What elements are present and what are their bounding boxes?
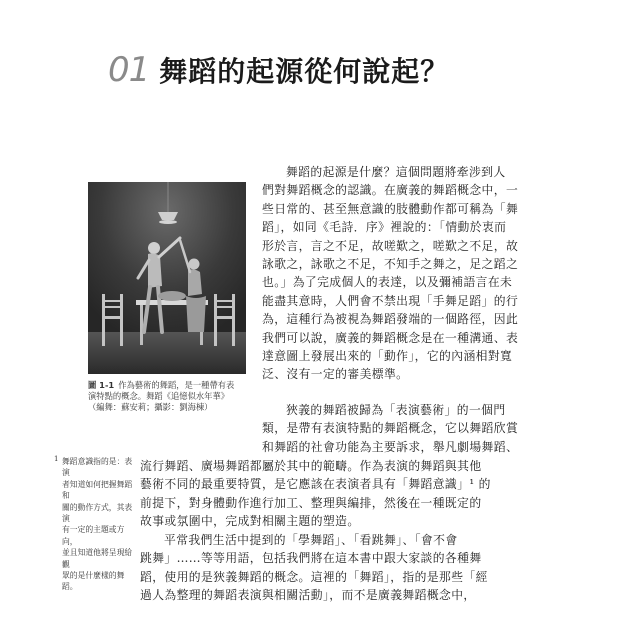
text-line: 類，是帶有表演特點的舞蹈概念，它以舞蹈欣賞 xyxy=(262,421,519,436)
text-line: 舞蹈的起源是什麼？這個問題將牽涉到人 xyxy=(286,165,506,179)
chapter-number: 01 xyxy=(108,50,150,90)
text-line: 過人為整理的舞蹈表演與相關活動」，而不是廣義舞蹈概念中， xyxy=(140,588,476,603)
caption-line: 作為藝術的舞蹈，是一種帶有表 xyxy=(118,380,235,390)
text-line: 前提下，對身體動作進行加工、整理與編排，然後在一種既定的 xyxy=(140,495,482,510)
footnote-line: 舞蹈意識指的是：表演 xyxy=(62,457,133,478)
text-line: 們對舞蹈概念的認識。在廣義的舞蹈概念中，一 xyxy=(262,183,519,198)
text-line: 狹義的舞蹈被歸為「表演藝術」的一個門 xyxy=(286,403,506,417)
text-line: 達意圖上發展出來的「動作」，它的內涵相對寬 xyxy=(262,349,513,364)
text-line: 我們可以說，廣義的舞蹈概念是在一種溝通、表 xyxy=(262,330,519,345)
text-line: 也。」為了完成個人的表達，以及彌補語言在未 xyxy=(262,275,513,290)
caption-line: 演特點的概念。舞蹈《追憶似水年華》 xyxy=(88,391,230,401)
footnote-line: 眾的是什麼樣的舞蹈。 xyxy=(62,571,125,592)
paragraph-2-full xyxy=(140,457,506,531)
figure-caption xyxy=(88,380,258,413)
text-line: 詠歌之，詠歌之不足，不知手之舞之，足之蹈之 xyxy=(262,257,519,272)
text-line: 為，這種行為被視為舞蹈發端的一個路徑，因此 xyxy=(262,312,519,327)
footnote-line: 關的動作方式，其表演 xyxy=(62,502,133,524)
footnote xyxy=(54,455,138,593)
caption-line: （編舞：蘇安莉；攝影：劉海棟） xyxy=(88,402,213,412)
text-line: 泛、沒有一定的審美標準。 xyxy=(262,367,409,382)
paragraph-3 xyxy=(140,531,506,605)
paragraph-1 xyxy=(262,163,519,384)
stage-scene-illustration xyxy=(88,182,246,374)
footnote-mark: 1 xyxy=(54,455,59,463)
text-line: 蹈，使用的是狹義舞蹈的概念。這裡的「舞蹈」，指的是那些「經 xyxy=(140,569,488,584)
dance-photo xyxy=(88,182,246,374)
chapter-heading xyxy=(108,50,449,90)
text-line: 蹈」，如同《毛詩．序》裡說的：「情動於衷而 xyxy=(262,220,507,235)
paragraph-2-right xyxy=(262,401,519,456)
chapter-title: 舞蹈的起源從何說起？ xyxy=(159,55,450,88)
text-line: 故事或氛圍中，完成對相關主題的塑造。 xyxy=(140,514,360,529)
footnote-line: 並且知道他將呈現給觀 xyxy=(62,548,133,569)
figure-label: 圖 1-1 xyxy=(88,380,115,390)
text-line: 藝術不同的最重要特質，是它應該在表演者具有「舞蹈意識」¹ 的 xyxy=(140,477,491,492)
text-line: 形於言，言之不足，故嗟歎之，嗟歎之不足，故 xyxy=(262,238,519,253)
text-line: 些日常的、甚至無意識的肢體動作都可稱為「舞 xyxy=(262,201,519,216)
text-line: 平常我們生活中提到的「學舞蹈」、「看跳舞」、「會不會 xyxy=(164,533,458,547)
footnote-line: 者知道如何把握舞蹈和 xyxy=(62,479,133,501)
text-line: 跳舞」……等等用語，包括我們將在這本書中跟大家談的各種舞 xyxy=(140,551,482,566)
text-line: 能盡其意時，人們會不禁出現「手舞足蹈」的行 xyxy=(262,293,519,308)
footnote-line: 有一定的主題或方向， xyxy=(62,525,125,546)
text-line: 和舞蹈的社會功能為主要訴求，舉凡劇場舞蹈、 xyxy=(262,439,519,454)
text-line: 流行舞蹈、廣場舞蹈都屬於其中的範疇。作為表演的舞蹈與其他 xyxy=(140,459,482,473)
